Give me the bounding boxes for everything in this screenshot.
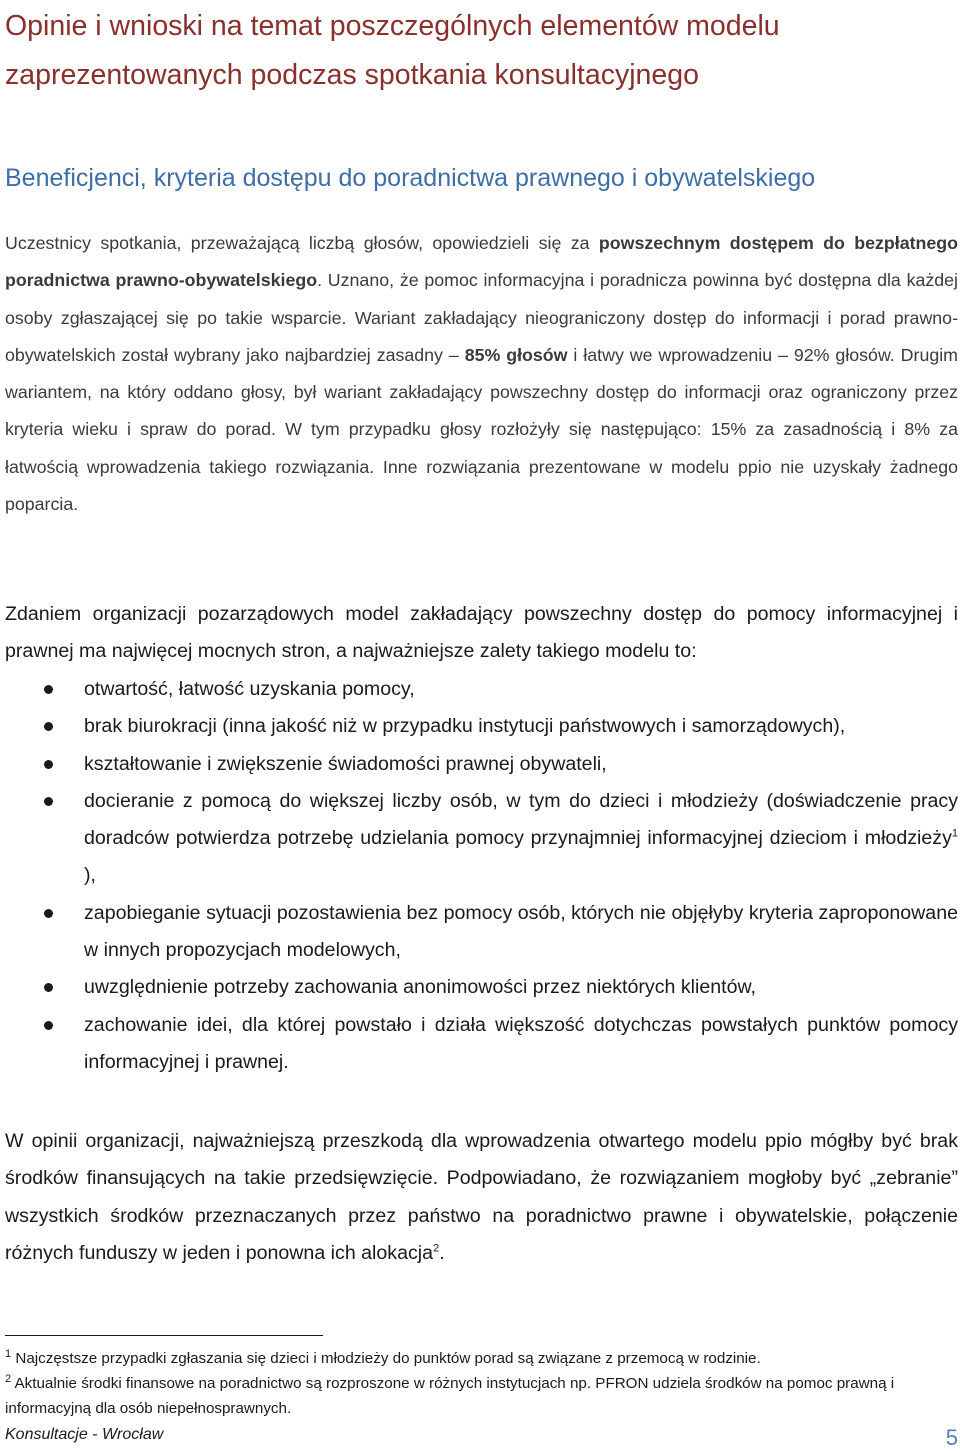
bullet-icon xyxy=(44,685,53,694)
page-title: Opinie i wnioski na temat poszczególnych elementów modelu zaprezentowanych podczas spotkania konsultacyjnego xyxy=(5,10,780,91)
list-item xyxy=(0,969,958,1006)
list-item xyxy=(0,1007,958,1082)
footnote-separator xyxy=(5,1335,323,1336)
bullet-icon xyxy=(44,1021,53,1030)
p3-text: W opinii organizacji, najważniejszą przeszkodą dla wprowadzenia otwartego modelu ppio mógłby być brak środków finansujących na takie przedsięwzięcie. Podpowiadano, że rozwiązaniem mogłoby być „zebranie” wszystkich środków przeznaczanych przez państwo na poradnictwo prawne i obywatelskie, połączenie różnych funduszy w jeden i ponowna ich alokacja xyxy=(5,1130,958,1264)
footnote-ref-2[interactable]: 2 xyxy=(433,1242,440,1255)
footer-label: Konsultacje - Wrocław xyxy=(5,1426,164,1443)
footnote-1 xyxy=(5,1346,955,1371)
p3-end: . xyxy=(439,1241,445,1264)
paragraph-ngo-opinion: Zdaniem organizacji pozarządowych model zakładający powszechny dostęp do pomocy informacyjnej i prawnej ma najwięcej mocnych stron, a najważniejsze zalety takiego modelu to: xyxy=(5,603,958,663)
p1-bold-d: 85% głosów xyxy=(464,344,568,365)
advantages-list xyxy=(0,671,958,1081)
p1-text-c: . Uznano, że pomoc informacyjna i poradnicza powinna być dostępna dla każdej osoby zgłaszającej się po takie wsparcie. Wariant zakładający nieograniczony dostęp do informacji i porad prawno-obywatelskich został wybrany jako najbardziej zasadny – xyxy=(5,270,958,365)
footnote-text: Najczęstsze przypadki zgłaszania się dzieci i młodzieży do punktów porad są związane z przemocą w rodzinie. xyxy=(11,1350,761,1367)
footnote-number: 2 xyxy=(5,1372,12,1385)
list-item xyxy=(0,671,958,708)
bullet-icon xyxy=(44,983,53,992)
list-item-text: brak biurokracji (inna jakość niż w przypadku instytucji państwowych i samorządowych), xyxy=(84,715,846,738)
p1-text-a: Uczestnicy spotkania, przeważającą liczbą głosów, opowiedzieli się za xyxy=(5,233,599,253)
footnotes xyxy=(5,1346,955,1421)
list-item-text: zapobieganie sytuacji pozostawienia bez pomocy osób, których nie objęłyby kryteria zaproponowane w innych propozycjach modelowych, xyxy=(84,901,958,962)
list-item-text: kształtowanie i zwiększenie świadomości prawnej obywateli, xyxy=(84,752,607,775)
list-item xyxy=(0,708,958,745)
p1-text-e: i łatwy we wprowadzeniu – 92% głosów. Drugim wariantem, na który oddano głosy, był wariant zakładający powszechny dostęp do informacji oraz ograniczony przez kryteria wieku i spraw do porad. W tym przypadku głosy rozłożyły się następująco: 15% za zasadnością i 8% za łatwością wprowadzenia takiego rozwiązania. Inne rozwiązania prezentowane w modelu ppio nie uzyskały żadnego poparcia. xyxy=(5,344,958,515)
list-item-text: uwzględnienie potrzeby zachowania anonimowości przez niektórych klientów, xyxy=(84,976,756,999)
bullet-icon xyxy=(44,760,53,769)
list-item-text: docieranie z pomocą do większej liczby osób, w tym do dzieci i młodzieży (doświadczenie pracy doradców potwierdza potrzebę udzielania pomocy przynajmniej informacyjnej dzieciom i młodzieży xyxy=(84,789,958,850)
list-item-text: otwartość, łatwość uzyskania pomocy, xyxy=(84,678,415,700)
list-item xyxy=(0,746,958,783)
list-item-text: zachowanie idei, dla której powstało i działa większość dotychczas powstałych punktów pomocy informacyjnej i prawnej. xyxy=(84,1013,958,1073)
paragraph-beneficiaries xyxy=(5,225,958,523)
list-item-text-end: ), xyxy=(84,864,96,887)
bullet-icon xyxy=(44,722,53,731)
section-heading: Beneficjenci, kryteria dostępu do poradnictwa prawnego i obywatelskiego xyxy=(5,164,816,192)
footnote-ref-1[interactable]: 1 xyxy=(951,827,958,840)
bullet-icon xyxy=(44,909,53,918)
p1-bold-b: powszechnym dostępem do bezpłatnego poradnictwa prawno-obywatelskiego xyxy=(5,233,958,291)
bullet-icon xyxy=(44,797,53,806)
list-item xyxy=(0,895,958,970)
page-number: 5 xyxy=(945,1425,958,1450)
footnote-text: Aktualnie środki finansowe na poradnictwo są rozproszone w różnych instytucjach np. PFRON udziela środków na pomoc prawną i informacyjną dla osób niepełnosprawnych. xyxy=(5,1375,895,1417)
footnote-number: 1 xyxy=(5,1347,12,1360)
footnote-2 xyxy=(5,1371,955,1421)
paragraph-obstacles xyxy=(5,1123,958,1272)
list-item xyxy=(0,783,958,895)
